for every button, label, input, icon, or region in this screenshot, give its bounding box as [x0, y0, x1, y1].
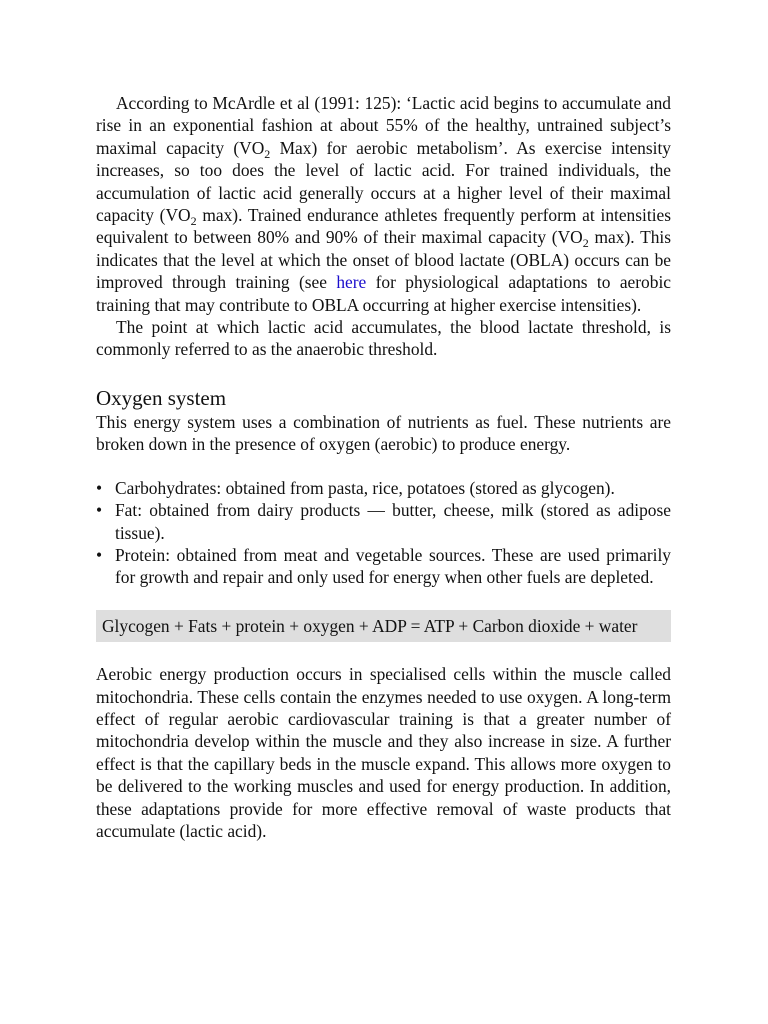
lactic-text-part-1: According to McArdle et al (1991: 125): ‘Lactic acid begins to accumulate and rise in an exponential fashion at about 55% of the healthy, untrained subject’s maximal capacity (VO [96, 93, 671, 158]
lactic-text-part-2: Max) for aerobic metabolism’. As exercise intensity increases, so too does the level of lactic acid. For trained individuals, the accumulation of lactic acid generally occurs at a higher level of their maximal capacity (VO [96, 137, 672, 226]
lactic-acid-paragraph [96, 92, 671, 316]
list-item-text: Protein: obtained from meat and vegetable sources. These are used primarily for growth and repair and only used for energy when other fuels are depleted. [115, 544, 671, 588]
bullet-icon: • [96, 500, 103, 521]
aerobic-production-paragraph: Aerobic energy production occurs in specialised cells within the muscle called mitochondria. These cells contain the enzymes needed to use oxygen. A long-term effect of regular aerobic cardiovascular training is that a greater number of mitochondria develop within the muscle and they also increase in size. A further effect is that the capillary beds in the muscle expand. This allows more oxygen to be delivered to the working muscles and used for energy production. In addition, these adaptations provide for more effective removal of waste products that accumulate (lactic acid). [96, 664, 671, 841]
bullet-icon: • [96, 477, 103, 498]
list-item [96, 544, 671, 589]
lactic-text-part-3: max). Trained endurance athletes frequently perform at intensities equivalent to between 80% and 90% of their maximal capacity (VO [96, 205, 672, 248]
energy-equation-box: Glycogen + Fats + protein + oxygen + ADP = ATP + Carbon dioxide + water [96, 610, 671, 642]
vo2-subscript: 2 [582, 236, 589, 251]
list-item [96, 477, 671, 499]
vo2-subscript: 2 [264, 146, 271, 161]
anaerobic-threshold-paragraph: The point at which lactic acid accumulates, the blood lactate threshold, is commonly referred to as the anaerobic threshold. [96, 317, 671, 360]
lactic-text-part-4: max). This indicates that the level at which the onset of blood lactate (OBLA) occurs can be improved through training (see [96, 227, 671, 293]
aerobic-adaptations-link[interactable]: here [336, 272, 367, 293]
list-item [96, 499, 671, 544]
oxygen-intro-paragraph: This energy system uses a combination of nutrients as fuel. These nutrients are broken down in the presence of oxygen (aerobic) to produce energy. [96, 411, 671, 455]
list-item-text: Carbohydrates: obtained from pasta, rice, potatoes (stored as glycogen). [115, 477, 615, 498]
list-item-text: Fat: obtained from dairy products — butter, cheese, milk (stored as adipose tissue). [115, 500, 671, 543]
oxygen-system-heading: Oxygen system [96, 385, 227, 410]
bullet-icon: • [96, 544, 103, 565]
vo2-subscript: 2 [190, 214, 197, 229]
nutrient-list [96, 477, 671, 589]
document-page [96, 92, 671, 842]
lactic-text-part-5: for physiological adaptations to aerobic training that may contribute to OBLA occurring at higher exercise intensities). [96, 272, 671, 315]
